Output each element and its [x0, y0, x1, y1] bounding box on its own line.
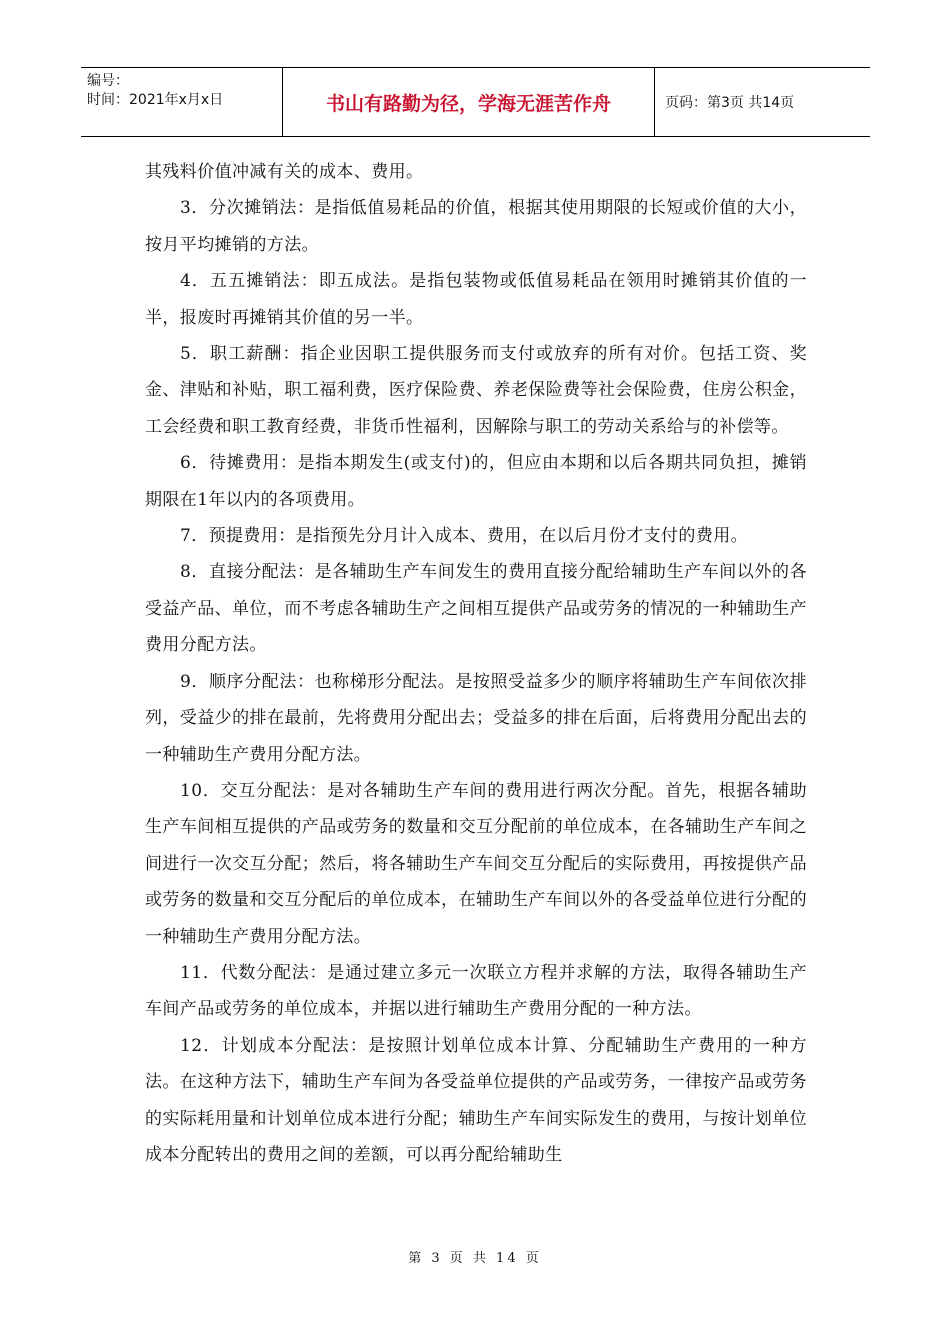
- paragraph-1: 其残料价值冲减有关的成本、费用。: [145, 162, 424, 182]
- paragraph-3: 4．五五摊销法：即五成法。是指包装物或低值易耗品在领用时摊销其价值的一半，报废时再摊销其价值的另一半。: [145, 271, 807, 328]
- paragraph-5: 6．待摊费用：是指本期发生(或支付)的，但应由本期和以后各期共同负担，摊销期限在1年以内的各项费用。: [145, 453, 807, 510]
- doc-number-label: 编号：: [87, 73, 129, 89]
- header-meta: [81, 68, 283, 136]
- paragraph-9: 10．交互分配法：是对各辅助生产车间的费用进行两次分配。首先，根据各辅助生产车间相互提供的产品或劳务的数量和交互分配前的单位成本，在各辅助生产车间之间进行一次交互分配；然后，将各辅助生产车间交互分配后的实际费用，再按提供产品或劳务的数量和交互分配后的单位成本，在辅助生产车间以外的各受益单位进行分配的一种辅助生产费用分配方法。: [145, 780, 807, 947]
- paragraph-2: 3．分次摊销法：是指低值易耗品的价值，根据其使用期限的长短或价值的大小，按月平均摊销的方法。: [145, 198, 807, 255]
- page-header: [81, 67, 870, 137]
- header-page-info: 页码：第3页 共14页: [665, 95, 795, 111]
- doc-time: 时间：2021年x月x日: [87, 92, 224, 108]
- paragraph-6: 7．预提费用：是指预先分月计入成本、费用，在以后月份才支付的费用。: [180, 526, 749, 547]
- document-body: [145, 154, 807, 1173]
- header-motto: 书山有路勤为径，学海无涯苦作舟: [283, 68, 655, 136]
- paragraph-11: 12．计划成本分配法：是按照计划单位成本计算、分配辅助生产费用的一种方法。在这种方法下，辅助生产车间为各受益单位提供的产品或劳务，一律按产品或劳务的实际耗用量和计划单位成本进行分配；辅助生产车间实际发生的费用，与按计划单位成本分配转出的费用之间的差额，可以再分配给辅助生: [145, 1035, 807, 1165]
- paragraph-4: 5．职工薪酬：指企业因职工提供服务而支付或放弃的所有对价。包括工资、奖金、津贴和补贴，职工福利费，医疗保险费、养老保险费等社会保险费，住房公积金，工会经费和职工教育经费，非货币性福利，因解除与职工的劳动关系给与的补偿等。: [145, 344, 807, 437]
- paragraph-8: 9．顺序分配法：也称梯形分配法。是按照受益多少的顺序将辅助生产车间依次排列，受益少的排在最前，先将费用分配出去；受益多的排在后面，后将费用分配出去的一种辅助生产费用分配方法。: [145, 671, 807, 765]
- page-footer: 第 3 页 共 14 页: [408, 1251, 542, 1266]
- paragraph-10: 11．代数分配法：是通过建立多元一次联立方程并求解的方法，取得各辅助生产车间产品或劳务的单位成本，并据以进行辅助生产费用分配的一种方法。: [145, 962, 807, 1020]
- paragraph-7: 8．直接分配法：是各辅助生产车间发生的费用直接分配给辅助生产车间以外的各受益产品、单位，而不考虑各辅助生产之间相互提供产品或劳务的情况的一种辅助生产费用分配方法。: [145, 562, 807, 656]
